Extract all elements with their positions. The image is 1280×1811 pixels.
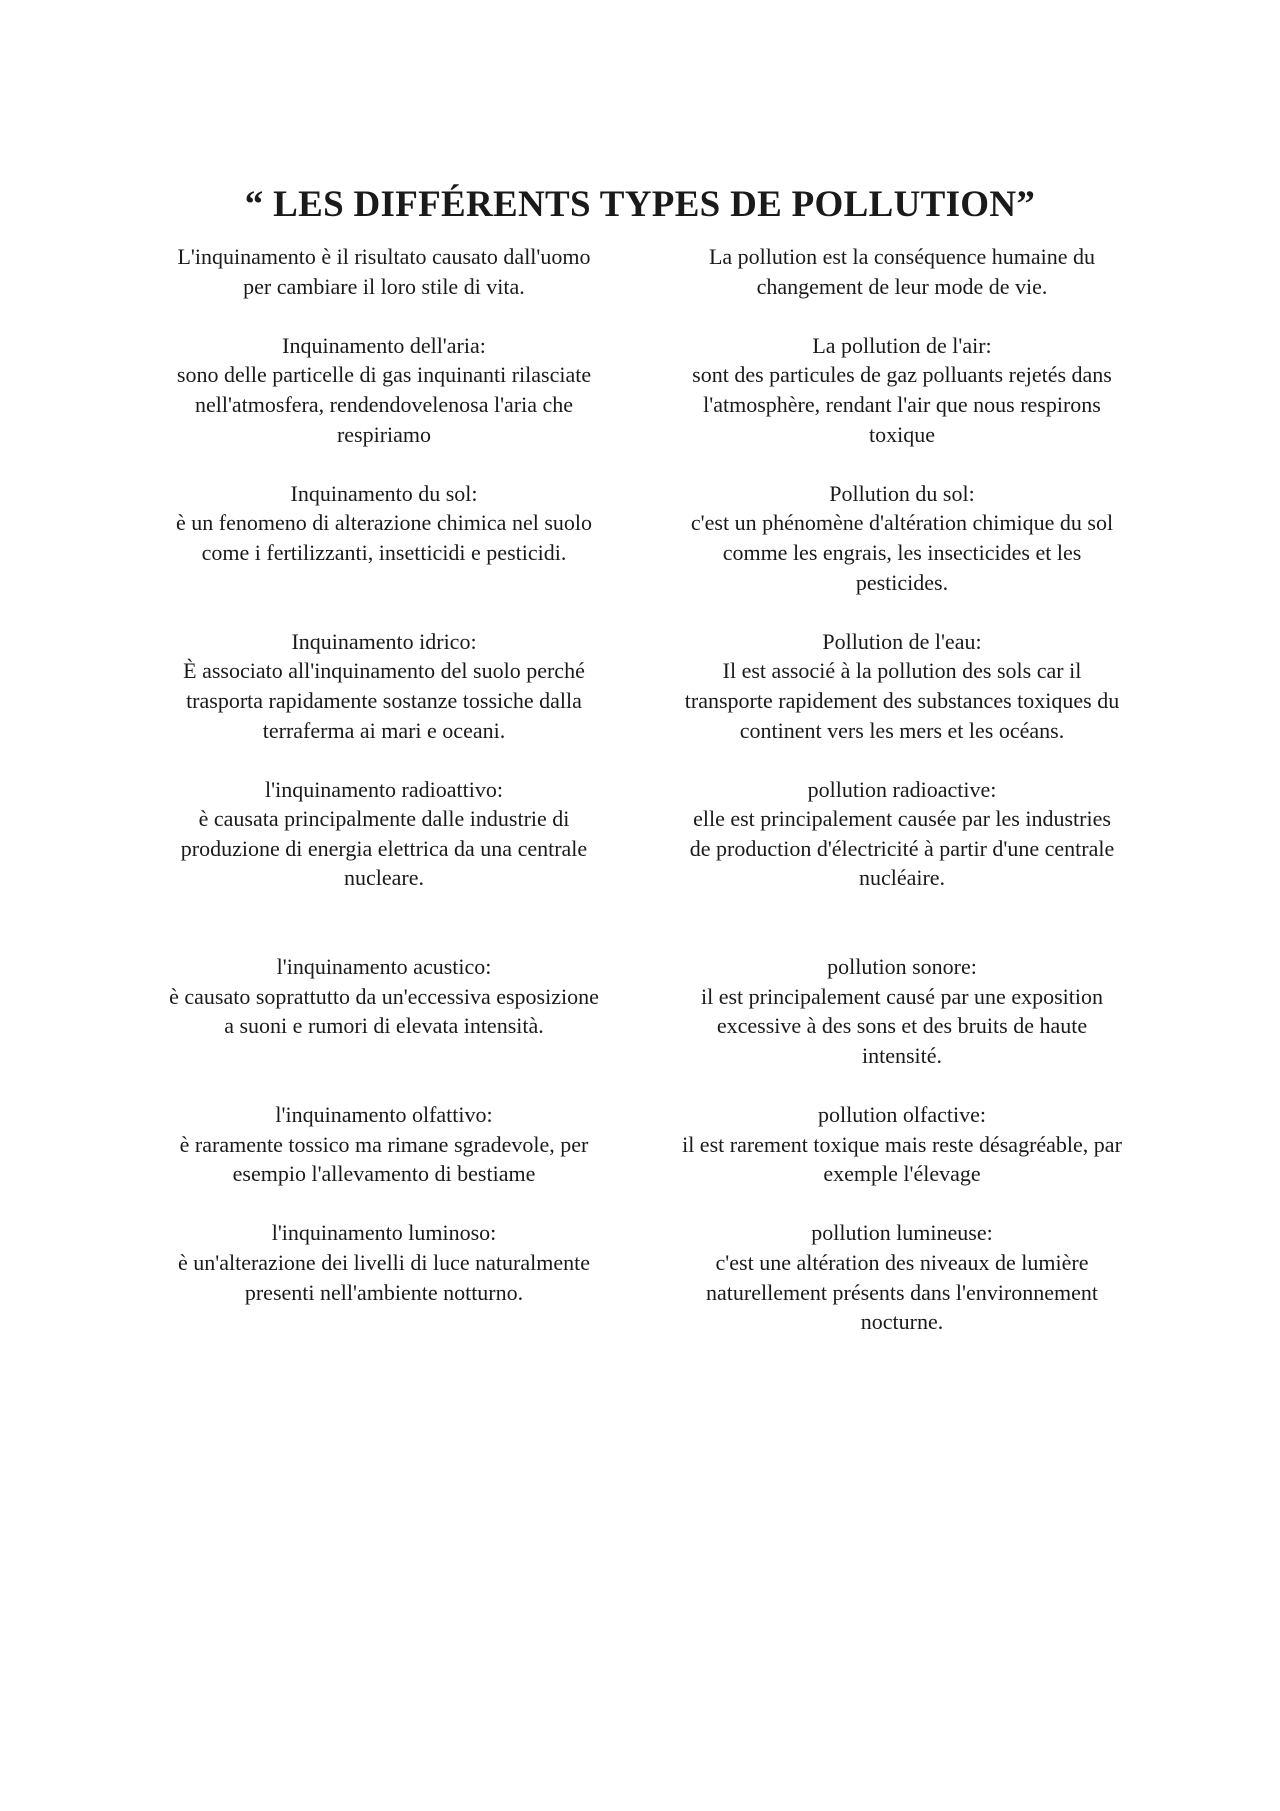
spacer	[124, 1070, 644, 1100]
french-light-pollution: pollution lumineuse: c'est une altération des niveaux de lumière naturellement présents dans l'environnement nocturne.	[706, 1220, 1098, 1335]
italian-column	[124, 242, 644, 1307]
italian-intro: L'inquinamento è il risultato causato dall'uomo per cambiare il loro stile di vita.	[177, 244, 591, 299]
spacer	[637, 745, 1167, 775]
french-noise-pollution: pollution sonore: il est principalement causé par une exposition excessive à des sons et des bruits de haute intensité.	[701, 954, 1103, 1068]
french-olfactory-pollution: pollution olfactive: il est rarement toxique mais reste désagréable, par exemple l'élevage	[682, 1102, 1122, 1187]
page-title: “ LES DIFFÉRENTS TYPES DE POLLUTION”	[244, 183, 1036, 225]
italian-soil-pollution: Inquinamento du sol: è un fenomeno di alterazione chimica nel suolo come i fertilizzanti, insetticidi e pesticidi.	[175, 480, 592, 565]
italian-air-pollution: Inquinamento dell'aria: sono delle particelle di gas inquinanti rilasciate nell'atmosfera, rendendovelenosa l'aria che respiriamo	[176, 332, 592, 447]
italian-olfactory-pollution: l'inquinamento olfattivo: è raramente tossico ma rimane sgradevole, per esempio l'allevamento di bestiame	[179, 1102, 589, 1187]
french-column	[637, 242, 1167, 1337]
spacer	[124, 568, 644, 598]
spacer	[637, 893, 1167, 952]
spacer	[124, 449, 644, 479]
italian-noise-pollution: l'inquinamento acustico: è causato soprattutto da un'eccessiva esposizione a suoni e rumori di elevata intensità.	[169, 954, 599, 1039]
french-air-pollution: La pollution de l'air: sont des particules de gaz polluants rejetés dans l'atmosphère, rendant l'air que nous respirons toxique	[692, 332, 1112, 447]
spacer	[124, 745, 644, 775]
french-radioactive-pollution: pollution radioactive: elle est principalement causée par les industries de production d'électricité à partir d'une centrale nucléaire.	[689, 776, 1115, 891]
spacer	[124, 893, 644, 952]
spacer	[124, 301, 644, 331]
spacer	[124, 597, 644, 627]
french-water-pollution: Pollution de l'eau: Il est associé à la pollution des sols car il transporte rapidement des substances toxiques du continent vers les mers et les océans.	[684, 628, 1120, 743]
spacer	[637, 597, 1167, 627]
spacer	[637, 301, 1167, 331]
spacer	[124, 1189, 644, 1219]
spacer	[637, 1070, 1167, 1100]
italian-light-pollution: l'inquinamento luminoso: è un'alterazione dei livelli di luce naturalmente presenti nell'ambiente notturno.	[177, 1220, 590, 1305]
spacer	[124, 1041, 644, 1071]
spacer	[637, 449, 1167, 479]
french-soil-pollution: Pollution du sol: c'est un phénomène d'altération chimique du sol comme les engrais, les insecticides et les pesticides.	[690, 480, 1114, 595]
spacer	[637, 1189, 1167, 1219]
french-intro: La pollution est la conséquence humaine du changement de leur mode de vie.	[708, 244, 1096, 299]
italian-water-pollution: Inquinamento idrico: È associato all'inquinamento del suolo perché trasporta rapidamente sostanze tossiche dalla terraferma ai mari e oceani.	[183, 628, 585, 743]
italian-radioactive-pollution: l'inquinamento radioattivo: è causata principalmente dalle industrie di produzione di energia elettrica da una centrale nucleare.	[180, 776, 588, 891]
